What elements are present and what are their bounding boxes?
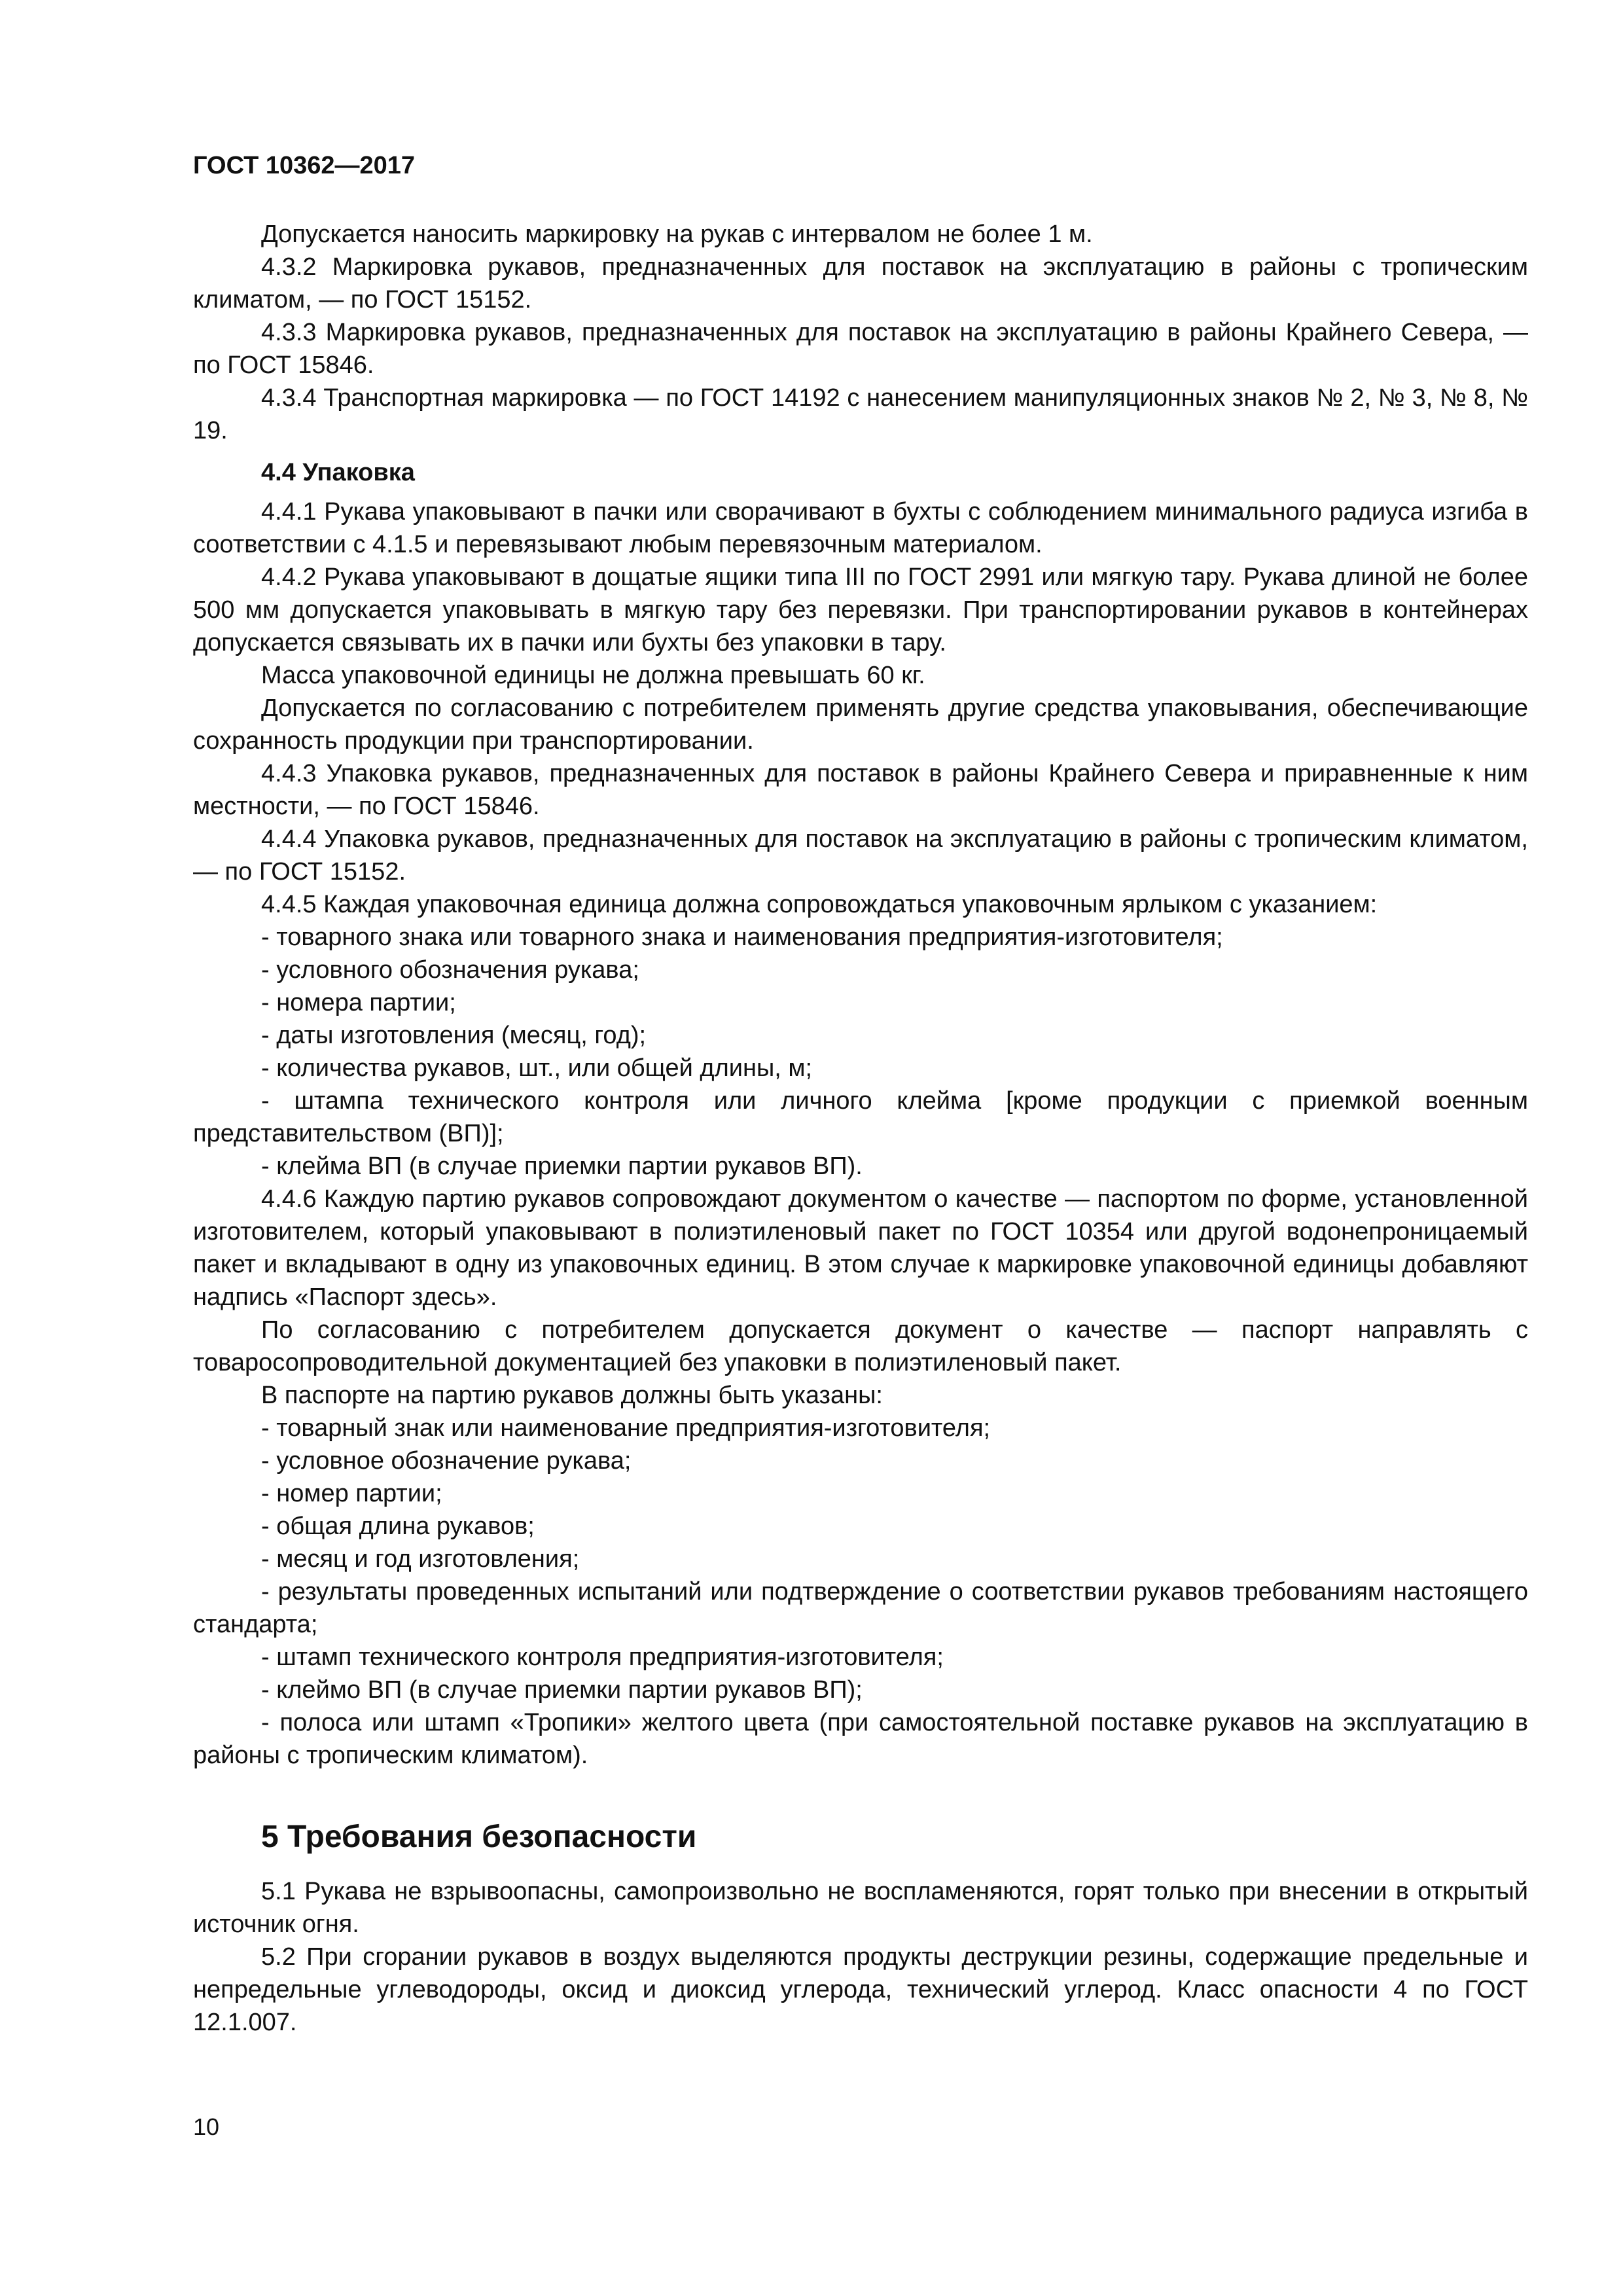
- list-item: - даты изготовления (месяц, год);: [261, 1022, 647, 1049]
- paragraph: Допускается по согласованию с потребителем применять другие средства упаковывания, обеспечивающие сохранность продукции при транспортировании.: [193, 694, 1528, 755]
- paragraph: 4.4.2 Рукава упаковывают в дощатые ящики типа III по ГОСТ 2991 или мягкую тару. Рукава длиной не более 500 мм допускается упаковывать в мягкую тару без перевязки. При транспортировании рукавов в контейнерах допускается связывать их в пачки или бухты без упаковки в тару.: [193, 564, 1528, 656]
- list-item: - штампа технического контроля или личного клейма [кроме продукции с приемкой военным представительством (ВП)];: [193, 1087, 1528, 1147]
- paragraph: Масса упаковочной единицы не должна превышать 60 кг.: [261, 662, 925, 689]
- list-item: - клеймо ВП (в случае приемки партии рукавов ВП);: [261, 1676, 863, 1704]
- paragraph: 5.1 Рукава не взрывоопасны, самопроизвольно не воспламеняются, горят только при внесении в открытый источник огня.: [193, 1878, 1528, 1938]
- list-item: - условное обозначение рукава;: [261, 1447, 632, 1475]
- list-item: - товарного знака или товарного знака и наименования предприятия-изготовителя;: [261, 924, 1223, 951]
- list-item: - результаты проведенных испытаний или подтверждение о соответствии рукавов требованиям настоящего стандарта;: [193, 1578, 1528, 1638]
- paragraph: 4.3.2 Маркировка рукавов, предназначенных для поставок на эксплуатацию в районы с тропическим климатом, — по ГОСТ 15152.: [193, 253, 1528, 314]
- list-item: - полоса или штамп «Тропики» желтого цвета (при самостоятельной поставке рукавов на эксплуатацию в районы с тропическим климатом).: [193, 1709, 1528, 1769]
- document-page: [193, 0, 1528, 2296]
- paragraph: 4.4.5 Каждая упаковочная единица должна сопровождаться упаковочным ярлыком с указанием:: [261, 891, 1378, 918]
- document-body: [193, 218, 1528, 2039]
- list-item: - товарный знак или наименование предприятия-изготовителя;: [261, 1414, 991, 1442]
- paragraph: 4.4.1 Рукава упаковывают в пачки или сворачивают в бухты с соблюдением минимального радиуса изгиба в соответствии с 4.1.5 и перевязывают любым перевязочным материалом.: [193, 498, 1528, 558]
- list-item: - клейма ВП (в случае приемки партии рукавов ВП).: [261, 1153, 863, 1180]
- paragraph: 4.3.3 Маркировка рукавов, предназначенных для поставок на эксплуатацию в районы Крайнего Севера, — по ГОСТ 15846.: [193, 319, 1528, 379]
- paragraph: 5.2 При сгорании рукавов в воздух выделяются продукты деструкции резины, содержащие предельные и непредельные углеводороды, оксид и диоксид углерода, технический углерод. Класс опасности 4 по ГОСТ 12.1.007.: [193, 1943, 1528, 2036]
- list-item: - штамп технического контроля предприятия-изготовителя;: [261, 1643, 944, 1671]
- paragraph: 4.4.6 Каждую партию рукавов сопровождают документом о качестве — паспортом по форме, установленной изготовителем, который упаковывают в полиэтиленовый пакет по ГОСТ 10354 или другой водонепроницаемый пакет и вкладывают в одну из упаковочных единиц. В этом случае к маркировке упаковочной единицы добавляют надпись «Паспорт здесь».: [193, 1185, 1528, 1311]
- list-item: - общая длина рукавов;: [261, 1513, 535, 1540]
- section-heading: 4.4 Упаковка: [261, 459, 415, 486]
- paragraph: 4.4.4 Упаковка рукавов, предназначенных для поставок на эксплуатацию в районы с тропическим климатом, — по ГОСТ 15152.: [193, 825, 1528, 886]
- paragraph: 4.4.3 Упаковка рукавов, предназначенных для поставок в районы Крайнего Севера и приравненные к ним местности, — по ГОСТ 15846.: [193, 760, 1528, 820]
- page-number: 10: [193, 2113, 220, 2140]
- chapter-heading: 5 Требования безопасности: [261, 1820, 697, 1854]
- list-item: - месяц и год изготовления;: [261, 1545, 580, 1573]
- paragraph: 4.3.4 Транспортная маркировка — по ГОСТ 14192 с нанесением манипуляционных знаков № 2, № 3, № 8, № 19.: [193, 384, 1528, 444]
- document-header: ГОСТ 10362—2017: [193, 152, 416, 179]
- paragraph: По согласованию с потребителем допускается документ о качестве — паспорт направлять с товаросопроводительной документацией без упаковки в полиэтиленовый пакет.: [193, 1316, 1528, 1376]
- list-item: - номера партии;: [261, 989, 456, 1016]
- paragraph: В паспорте на партию рукавов должны быть указаны:: [261, 1382, 883, 1409]
- list-item: - номер партии;: [261, 1480, 442, 1507]
- list-item: - количества рукавов, шт., или общей длины, м;: [261, 1054, 813, 1082]
- list-item: - условного обозначения рукава;: [261, 956, 639, 984]
- paragraph: Допускается наносить маркировку на рукав с интервалом не более 1 м.: [261, 221, 1093, 248]
